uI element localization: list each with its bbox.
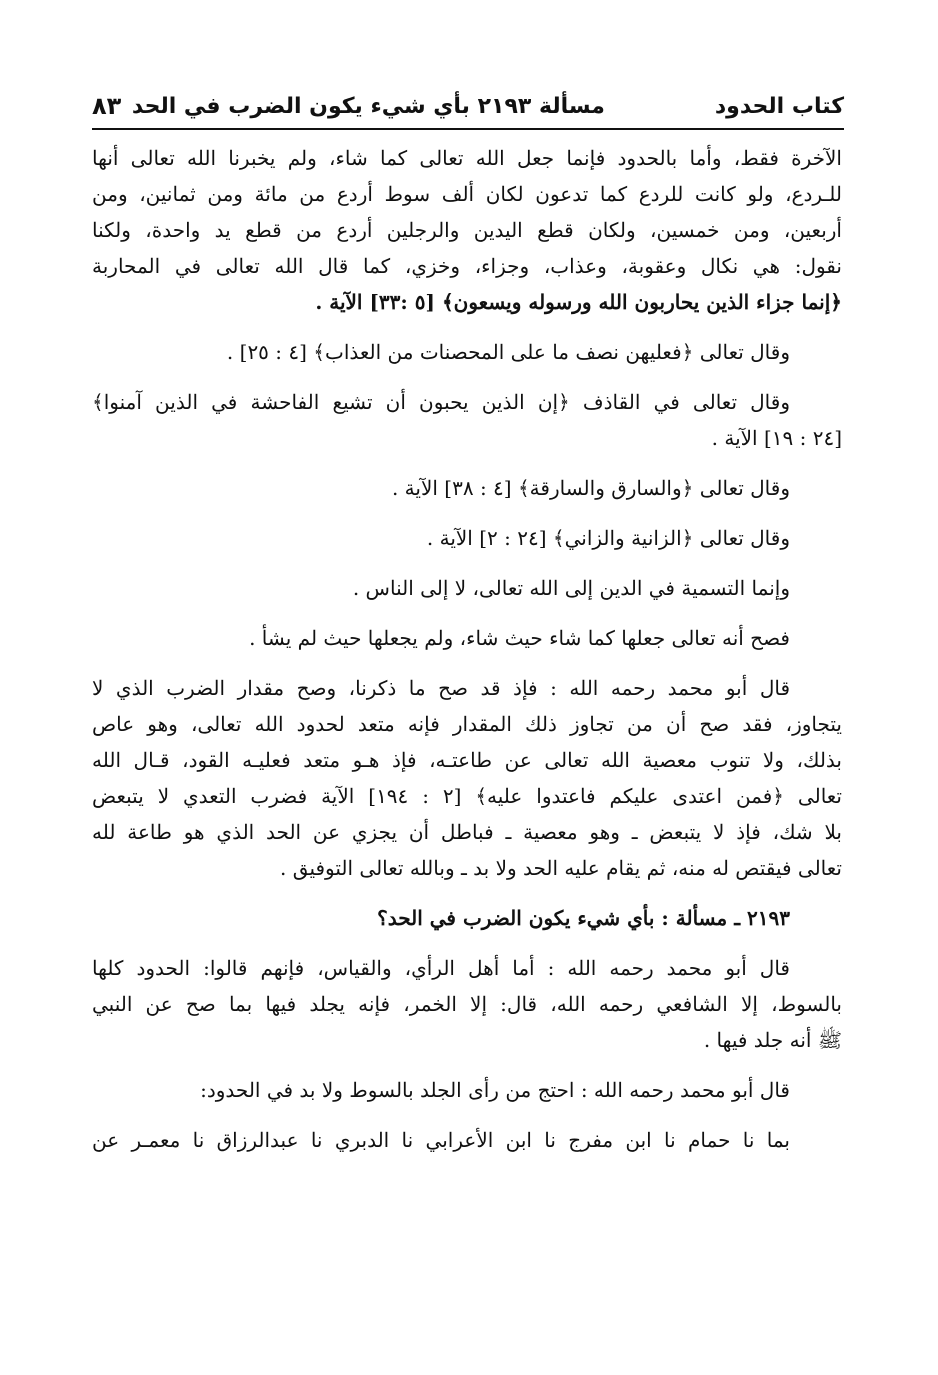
text-line: نقول: هي نكال وعقوبة، وعذاب، وجزاء، وخزي، كما قال الله تعالى في المحاربة [92, 254, 842, 278]
text-line: قال أبو محمد رحمه الله : فإذ قد صح ما ذكرنا، وصح مقدار الضرب الذي لا [92, 676, 790, 700]
text-line: وقال تعالى ﴿فعليهن نصف ما على المحصنات من العذاب﴾ [٤ : ٢٥] . [226, 340, 790, 364]
book-title: كتاب الحدود [714, 93, 844, 119]
text-line: ﷺ أنه جلد فيها . [703, 1028, 842, 1052]
quran-verse-line: ﴿إنما جزاء الذين يحاربون الله ورسوله ويسعون﴾ [٥ :٣٣] الآية . [315, 290, 842, 314]
text-line: قال أبو محمد رحمه الله : احتج من رأى الجلد بالسوط ولا بد في الحدود: [200, 1078, 790, 1102]
text-line: أربعين، ومن خمسين، ولكان قطع اليدين والرجلين أردع من قطع يد واحدة، ولكنا [92, 218, 842, 242]
text-line: فصح أنه تعالى جعلها كما شاء حيث شاء، ولم يجعلها حيث لم يشأ . [249, 626, 790, 650]
text-line: وإنما التسمية في الدين إلى الله تعالى، لا إلى الناس . [352, 576, 790, 600]
text-line: تعالى فيقتص له منه، ثم يقام عليه الحد ولا بد ـ وبالله تعالى التوفيق . [280, 856, 842, 880]
text-line: وقال تعالى ﴿والسارق والسارقة﴾ [٤ : ٣٨] الآية . [391, 476, 790, 500]
running-header [92, 86, 844, 126]
text-line: بلا شك، فإذ لا يتبعض ـ وهو معصية ـ فباطل أن يجزي عن الحد الذي هو طاعة لله [92, 820, 842, 844]
text-line: الآخرة فقط، وأما بالحدود فإنما جعل الله تعالى كما شاء، ولم يخبرنا الله تعالى أنها [92, 146, 842, 170]
text-line: [٢٤ : ١٩] الآية . [711, 426, 842, 450]
issue-title: مسألة ٢١٩٣ بأي شيء يكون الضرب في الحد [131, 93, 605, 119]
text-line: بذلك، ولا تنوب معصية الله تعالى عن طاعتـه، فإذ هـو متعد فعليـه القود، قـال الله [92, 748, 842, 772]
page-body [92, 140, 842, 1158]
text-line: تعالى ﴿فمن اعتدى عليكم فاعتدوا عليه﴾ [٢ : ١٩٤] الآية فضرب التعدي لا يتبعض [92, 784, 842, 808]
header-rule [92, 128, 844, 130]
text-line: بما نا حمام نا ابن مفرج نا ابن الأعرابي نا الدبري نا عبدالرزاق نا معمـر عن [92, 1128, 790, 1152]
text-line: قال أبو محمد رحمه الله : أما أهل الرأي، والقياس، فإنهم قالوا: الحدود كلها [92, 956, 790, 980]
text-line: يتجاوز، فقد صح أن من تجاوز ذلك المقدار فإنه متعد لحدود الله تعالى، وهو عاص [92, 712, 842, 736]
text-line: وقال تعالى ﴿الزانية والزاني﴾ [٢٤ : ٢] الآية . [426, 526, 790, 550]
text-line: للـردع، ولو كانت للردع كما تدعون لكان ألف سوط أردع من مائة ومن ثمانين، ومن [92, 182, 842, 206]
text-line: وقال تعالى في القاذف ﴿إن الذين يحبون أن تشيع الفاحشة في الذين آمنوا﴾ [92, 390, 790, 414]
page-number: ٨٣ [92, 92, 122, 120]
text-line: بالسوط، إلا الشافعي رحمه الله، قال: إلا الخمر، فإنه يجلد فيها بما صح عن النبي [92, 992, 842, 1016]
issue-heading: ٢١٩٣ ـ مسألة : بأي شيء يكون الضرب في الحد؟ [377, 906, 790, 930]
